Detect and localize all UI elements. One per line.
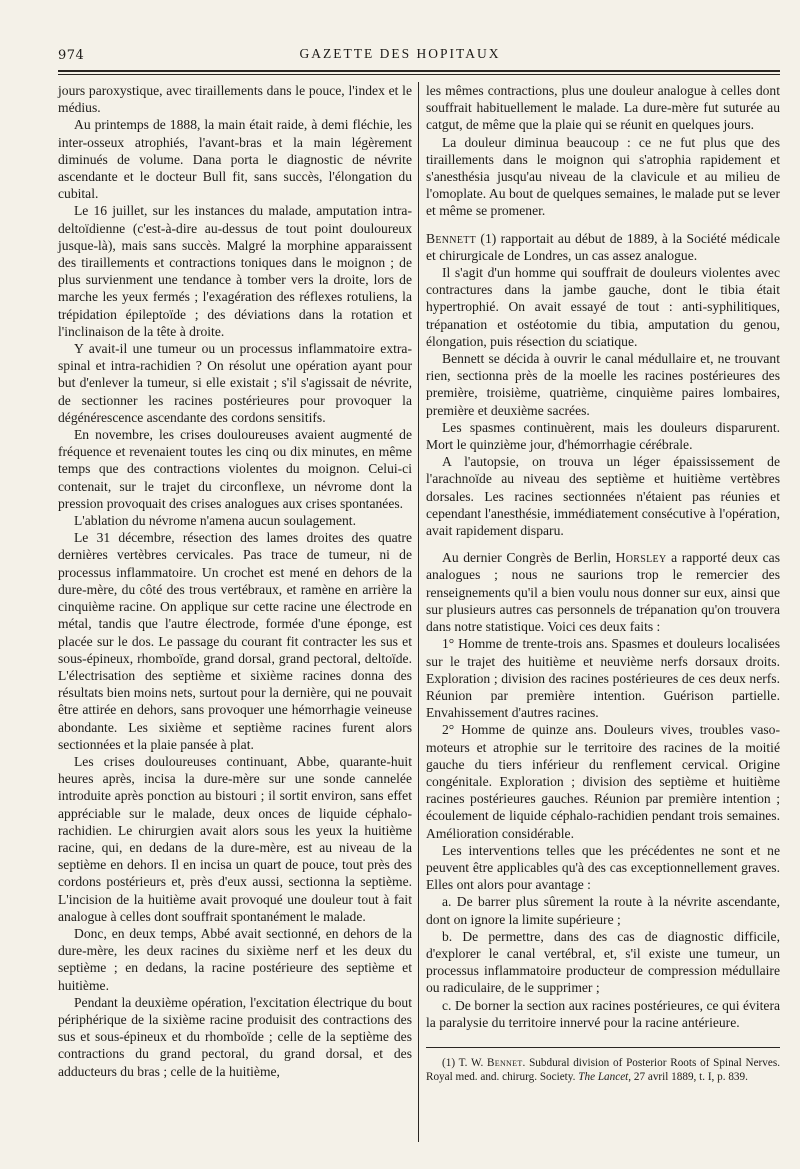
author-name: Bennett [426,230,477,246]
paragraph: Au printemps de 1888, la main était raide, à demi fléchie, les inter-osseux atrophiés, l'avant-bras et la main légèrement diminués de volume. Dana porta le diagnostic de névrite ascendante et le docteur Bull fit, sans succès, l'élongation du cubital. [58,117,412,202]
paragraph: Y avait-il une tumeur ou un processus inflammatoire extra-spinal et intra-rachidien ? On résolut une opération ayant pour but d'enlever la tumeur, si elle existait ; s'il s'agissait de névrite, de sectionner les racines postérieures pour provoquer la dégénérescence ascendante des cordons sensitifs. [58,341,412,425]
running-title: GAZETTE DES HOPITAUX [299,46,501,61]
header-rule-thin [58,74,780,75]
page-number: 974 [58,48,85,63]
paragraph-text: a rapporté deux cas analogues ; nous ne saurions trop le remercier des renseignements qu'il a bien voulu nous donner sur eux, ainsi que sur plusieurs autres cas personnels de trépanation qu'on trouvera dans notre statistique. Voici ces deux faits : [426,550,780,635]
author-name: Horsley [615,550,667,566]
paragraph: Les crises douloureuses continuant, Abbe, quarante-huit heures après, incisa la dure-mère sur une sonde cannelée introduite après ponction au bistouri ; il sortit environ, sans effet appréciable sur le malade, deux onces de liquide céphalo-rachidien. Le chirurgien avait alors sous les yeux la huitième racine, qui, en dedans de la dure-mère, est au niveau de la septième en dehors. Il en incisa un quart de pouce, tout près des cordons postérieurs et, près d'eux aussi, sectionna la septième. L'incision de la huitième avait provoqué une douleur tout à fait analogue à celles dont souffrait spontanément le malade. [58,753,412,924]
case-item: 1° Homme de trente-trois ans. Spasmes et douleurs localisées sur le trajet des huitième et neuvième nerfs dorsaux droits. Exploration ; division des racines postérieures de ces deux nerfs. Réunion par première intention. Guérison partielle. Envahissement d'autres racines. [426,636,780,721]
list-item: a. De barrer plus sûrement la route à la névrite ascendante, dont on ignore la limite supérieure ; [426,894,780,927]
paragraph-text: Au dernier Congrès de Berlin, [442,550,616,566]
paragraph: Les spasmes continuèrent, mais les douleurs disparurent. Mort le quinzième jour, d'hémorrhagie cérébrale. [426,419,780,453]
paragraph: Bennett se décida à ouvrir le canal médullaire et, ne trouvant rien, sectionna près de la moelle les racines postérieures des première, troisième, quatrième, cinquième paires lombaires, première et deuxième sacrées. [426,351,780,418]
case-item: 2° Homme de quinze ans. Douleurs vives, troubles vaso-moteurs et atrophie sur le territoire des racines de la moitié gauche du tiers inférieur du renflement cervical. Origine congénitale. Exploration ; division des septième et huitième racines postérieures gauches. Réunion par première intention ; écoulement de liquide céphalo-rachidien pendant trois semaines. Amélioration considérable. [426,722,780,841]
right-column [426,82,780,1084]
paragraph: A l'autopsie, on trouva un léger épaississement de l'arachnoïde au niveau des septième et huitième vertèbres dorsales. Les racines sectionnées n'étaient pas réunies et cependant l'anesthésie, immédiatement consécutive à l'opération, avait rapidement disparu. [426,454,780,539]
footnote-text: , 27 avril 1889, t. I, p. 839. [628,1070,748,1083]
footnote [426,1056,780,1084]
paragraph: Les interventions telles que les précédentes ne sont et ne peuvent être applicables qu'à des cas exceptionnellement graves. Elles ont alors pour avantage : [426,842,780,893]
paragraph: jours paroxystique, avec tiraillements dans le pouce, l'index et le médius. [58,83,412,116]
paragraph: Il s'agit d'un homme qui souffrait de douleurs violentes avec contractures dans la jambe gauche, dont le tibia était hypertrophié. On avait essayé de tout : anti-syphilitiques, trépanation et ostéotomie du tibia, amputation du genou, élongation, puis résection du sciatique. [426,265,780,349]
paragraph-horsley [426,549,780,635]
paragraph: Le 16 juillet, sur les instances du malade, amputation intra-deltoïdienne (c'est-à-dire au-dessus de tout point douloureux jusque-là), mais sans succès. Malgré la morphine apparaissent des tiraillements et contractions toniques dans le moignon ; de plus survienment une tendance à tomber vers la droite, lors de marche les yeux fermés ; l'exagération des réflexes rotuliens, la trépidation épileptoïde ; des déviations dans la rotation et l'inclinaison de la tête à droite. [58,203,412,339]
left-column [58,82,412,1080]
list-item: c. De borner la section aux racines postérieures, ce qui évitera la paralysie du territoire innervé pour la racine antérieure. [426,997,780,1030]
paragraph-bennett [426,230,780,264]
paragraph: Donc, en deux temps, Abbé avait sectionné, en dehors de la dure-mère, les deux racines du sixième nerf et les deux du septième ; en dedans, la racine postérieure des septième et huitième. [58,925,412,993]
paragraph: les mêmes contractions, plus une douleur analogue à celles dont souffrait habituellement le malade. La dure-mère fut suturée au catgut, de même que la plaie qui se réunit en quelques jours. [426,83,780,133]
paragraph-text: (1) rapportait au début de 1889, à la Société médicale et chirurgicale de Londres, un cas assez analogue. [426,230,780,263]
page-header [0,44,800,72]
paragraph: Le 31 décembre, résection des lames droites des quatre dernières vertèbres cervicales. Pas trace de tumeur, ni de processus inflammatoire. Un crochet est mené en dehors de la dure-mère, du côté des trous vertébraux, et ramène en arrière la cinquième racine. On applique sur cette racine une électrode en métal, tandis que l'autre électrode, formée d'une éponge, est placée sur le dos. Le passage du courant fit contracter les sus et sous-épineux, rhomboïde, grand dorsal, grand pectoral, deltoïde. L'électrisation des septième et sixième racines donna des résultats bien moins nets, surtout pour la dernière, qui ne pouvait être attirée en dehors, sans provoquer une hémorrhagie veineuse abondante. Les sixième et septième racines furent alors sectionnées et la plaie pansée à plat. [58,530,412,752]
paragraph: En novembre, les crises douloureuses avaient augmenté de fréquence et revenaient toutes les cinq ou dix minutes, en même temps que des contractions violentes du moignon. Celui-ci contenait, sur le trajet du circonflexe, un névrome dont la pression provoquait des crises analogues aux crises spontanées. [58,427,412,511]
footnote-text: (1) T. W. [442,1056,488,1069]
footnote-text: . Subdural division of Posterior Roots of Spinal Nerves. Royal med. and. chirurg. Society. [426,1056,780,1083]
footnote-rule [426,1047,780,1048]
column-separator [418,82,419,1142]
paragraph: L'ablation du névrome n'amena aucun soulagement. [74,513,356,529]
list-item: b. De permettre, dans des cas de diagnostic difficile, d'explorer le canal vertébral, et, s'il existe une tumeur, un processus inflammatoire producteur de compression médullaire ou radiculaire, de le supprimer ; [426,928,780,996]
footnote-journal: The Lancet [578,1070,629,1083]
footnote-author: Bennet [487,1056,523,1069]
paragraph: La douleur diminua beaucoup : ce ne fut plus que des tiraillements dans le moignon qui s'atrophia rapidement et s'anesthésia jusqu'au niveau de la clavicule et au milieu de l'omoplate. Au bout de quelques semaines, le malade put se lever et même se promener. [426,134,780,219]
paragraph: Pendant la deuxième opération, l'excitation électrique du bout périphérique de la sixième racine produisit des contractions des sus et sous-épineux et du rhomboïde ; celle de la septième des contractions du grand pectoral, du grand dorsal, et des adducteurs du bras ; celle de la huitième, [58,994,412,1079]
header-rule-thick [58,70,780,72]
